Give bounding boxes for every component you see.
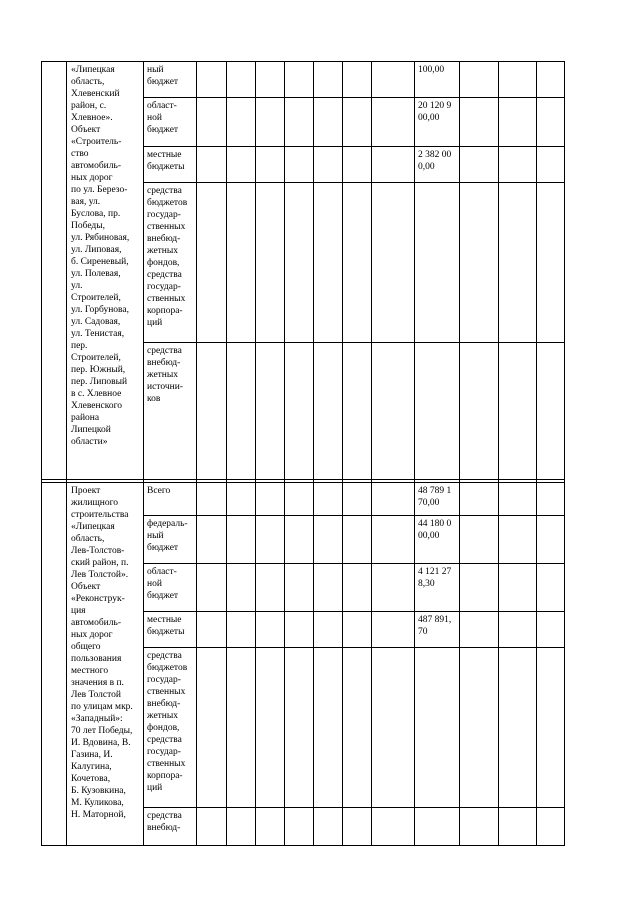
empty-cell xyxy=(499,183,537,343)
funding-source-cell: местные бюджеты xyxy=(144,147,197,183)
empty-cell xyxy=(227,483,256,516)
funding-source-cell: ный бюджет xyxy=(144,62,197,98)
empty-cell xyxy=(537,612,565,648)
empty-cell xyxy=(372,808,415,846)
empty-cell xyxy=(343,147,372,183)
empty-cell xyxy=(460,62,499,98)
empty-cell xyxy=(343,612,372,648)
funding-source-cell: федераль- ный бюджет xyxy=(144,516,197,564)
empty-cell xyxy=(227,98,256,147)
empty-cell xyxy=(256,483,285,516)
empty-cell xyxy=(343,62,372,98)
funding-source-cell: област- ной бюджет xyxy=(144,564,197,612)
empty-cell xyxy=(227,343,256,480)
empty-cell xyxy=(499,516,537,564)
empty-cell xyxy=(197,612,227,648)
empty-cell xyxy=(372,62,415,98)
funding-source-cell: средства внебюд- жетных источни- ков xyxy=(144,343,197,480)
empty-cell xyxy=(285,648,314,808)
empty-cell xyxy=(314,564,343,612)
empty-cell xyxy=(314,147,343,183)
empty-cell xyxy=(343,808,372,846)
empty-cell xyxy=(537,183,565,343)
empty-cell xyxy=(256,808,285,846)
empty-cell xyxy=(256,516,285,564)
empty-cell xyxy=(343,483,372,516)
funding-source-cell: средства бюджетов государ- ственных внебюд- жетных фондов, средства государ- ственных корпора- ций xyxy=(144,183,197,343)
empty-cell xyxy=(227,183,256,343)
budget-table xyxy=(41,61,565,846)
empty-cell xyxy=(227,564,256,612)
empty-cell xyxy=(460,612,499,648)
empty-cell xyxy=(537,343,565,480)
empty-cell xyxy=(285,98,314,147)
empty-cell xyxy=(537,564,565,612)
empty-cell xyxy=(372,612,415,648)
empty-cell xyxy=(285,612,314,648)
empty-cell xyxy=(372,483,415,516)
empty-cell xyxy=(343,564,372,612)
empty-cell xyxy=(285,343,314,480)
empty-cell xyxy=(460,648,499,808)
empty-cell xyxy=(372,516,415,564)
empty-cell xyxy=(460,808,499,846)
empty-cell xyxy=(372,98,415,147)
empty-cell xyxy=(197,483,227,516)
empty-cell xyxy=(227,612,256,648)
empty-cell xyxy=(372,147,415,183)
empty-cell xyxy=(197,343,227,480)
empty-cell xyxy=(285,516,314,564)
empty-cell xyxy=(227,516,256,564)
empty-cell xyxy=(314,98,343,147)
empty-cell xyxy=(460,343,499,480)
empty-cell xyxy=(256,564,285,612)
empty-cell xyxy=(197,516,227,564)
empty-cell xyxy=(499,147,537,183)
amount-cell: 20 120 9 00,00 xyxy=(415,98,460,147)
project-name-cell: «Липецкая область, Хлевенский район, с. Хлевное». Объект «Строитель- ство автомобиль- ных дорог по ул. Березо- вая, ул. Буслова, пр. Победы, ул. Рябиновая, ул. Липовая, б. Сиреневый, ул. Полевая, ул. Строителей, ул. Горбунова, ул. Садовая, ул. Тенистая, пер. Строителей, пер. Южный, пер. Липовый в с. Хлевное Хлевенского района Липецкой области» xyxy=(67,62,144,480)
row-number-cell xyxy=(42,483,67,846)
table-row xyxy=(42,483,565,516)
empty-cell xyxy=(314,62,343,98)
funding-source-cell: средства внебюд- xyxy=(144,808,197,846)
empty-cell xyxy=(256,183,285,343)
amount-cell: 100,00 xyxy=(415,62,460,98)
empty-cell xyxy=(314,516,343,564)
empty-cell xyxy=(372,343,415,480)
amount-cell xyxy=(415,343,460,480)
empty-cell xyxy=(285,808,314,846)
empty-cell xyxy=(343,183,372,343)
amount-cell: 487 891, 70 xyxy=(415,612,460,648)
funding-source-cell: Всего xyxy=(144,483,197,516)
empty-cell xyxy=(499,98,537,147)
empty-cell xyxy=(460,564,499,612)
empty-cell xyxy=(314,808,343,846)
empty-cell xyxy=(372,183,415,343)
table-row xyxy=(42,62,565,98)
empty-cell xyxy=(285,564,314,612)
empty-cell xyxy=(460,183,499,343)
empty-cell xyxy=(285,147,314,183)
empty-cell xyxy=(314,648,343,808)
empty-cell xyxy=(256,612,285,648)
amount-cell xyxy=(415,808,460,846)
empty-cell xyxy=(499,808,537,846)
empty-cell xyxy=(197,98,227,147)
empty-cell xyxy=(314,483,343,516)
empty-cell xyxy=(499,62,537,98)
empty-cell xyxy=(537,98,565,147)
amount-cell: 4 121 27 8,30 xyxy=(415,564,460,612)
empty-cell xyxy=(537,516,565,564)
project-name-cell: Проект жилищного строительства «Липецкая область, Лев-Толстов- ский район, п. Лев Толстой». Объект «Реконструк- ция автомобиль- ных дорог общего пользования местного значения в п. Лев Толстой по улицам мкр. «Западный»: 70 лет Победы, И. Вдовина, В. Газина, И. Калугина, Кочетова, Б. Кузовкина, М. Куликова, Н. Маторной, xyxy=(67,483,144,846)
empty-cell xyxy=(227,808,256,846)
funding-source-cell: местные бюджеты xyxy=(144,612,197,648)
empty-cell xyxy=(537,808,565,846)
empty-cell xyxy=(197,62,227,98)
empty-cell xyxy=(537,483,565,516)
empty-cell xyxy=(499,612,537,648)
empty-cell xyxy=(256,147,285,183)
empty-cell xyxy=(197,147,227,183)
empty-cell xyxy=(197,648,227,808)
empty-cell xyxy=(314,183,343,343)
empty-cell xyxy=(197,183,227,343)
empty-cell xyxy=(537,62,565,98)
empty-cell xyxy=(343,648,372,808)
empty-cell xyxy=(227,648,256,808)
empty-cell xyxy=(460,483,499,516)
empty-cell xyxy=(314,343,343,480)
empty-cell xyxy=(256,648,285,808)
empty-cell xyxy=(197,808,227,846)
empty-cell xyxy=(256,98,285,147)
empty-cell xyxy=(460,147,499,183)
amount-cell xyxy=(415,648,460,808)
empty-cell xyxy=(372,564,415,612)
empty-cell xyxy=(197,564,227,612)
empty-cell xyxy=(227,147,256,183)
empty-cell xyxy=(285,183,314,343)
empty-cell xyxy=(372,648,415,808)
empty-cell xyxy=(460,516,499,564)
empty-cell xyxy=(537,147,565,183)
budget-table-page xyxy=(41,61,565,846)
empty-cell xyxy=(285,483,314,516)
empty-cell xyxy=(499,483,537,516)
row-number-cell xyxy=(42,62,67,480)
empty-cell xyxy=(256,62,285,98)
empty-cell xyxy=(227,62,256,98)
amount-cell: 44 180 0 00,00 xyxy=(415,516,460,564)
empty-cell xyxy=(285,62,314,98)
funding-source-cell: средства бюджетов государ- ственных внебюд- жетных фондов, средства государ- ственных корпора- ций xyxy=(144,648,197,808)
empty-cell xyxy=(314,612,343,648)
amount-cell: 48 789 1 70,00 xyxy=(415,483,460,516)
amount-cell: 2 382 00 0,00 xyxy=(415,147,460,183)
empty-cell xyxy=(499,648,537,808)
empty-cell xyxy=(537,648,565,808)
empty-cell xyxy=(343,516,372,564)
amount-cell xyxy=(415,183,460,343)
funding-source-cell: област- ной бюджет xyxy=(144,98,197,147)
empty-cell xyxy=(343,98,372,147)
empty-cell xyxy=(343,343,372,480)
empty-cell xyxy=(460,98,499,147)
empty-cell xyxy=(499,564,537,612)
empty-cell xyxy=(256,343,285,480)
empty-cell xyxy=(499,343,537,480)
